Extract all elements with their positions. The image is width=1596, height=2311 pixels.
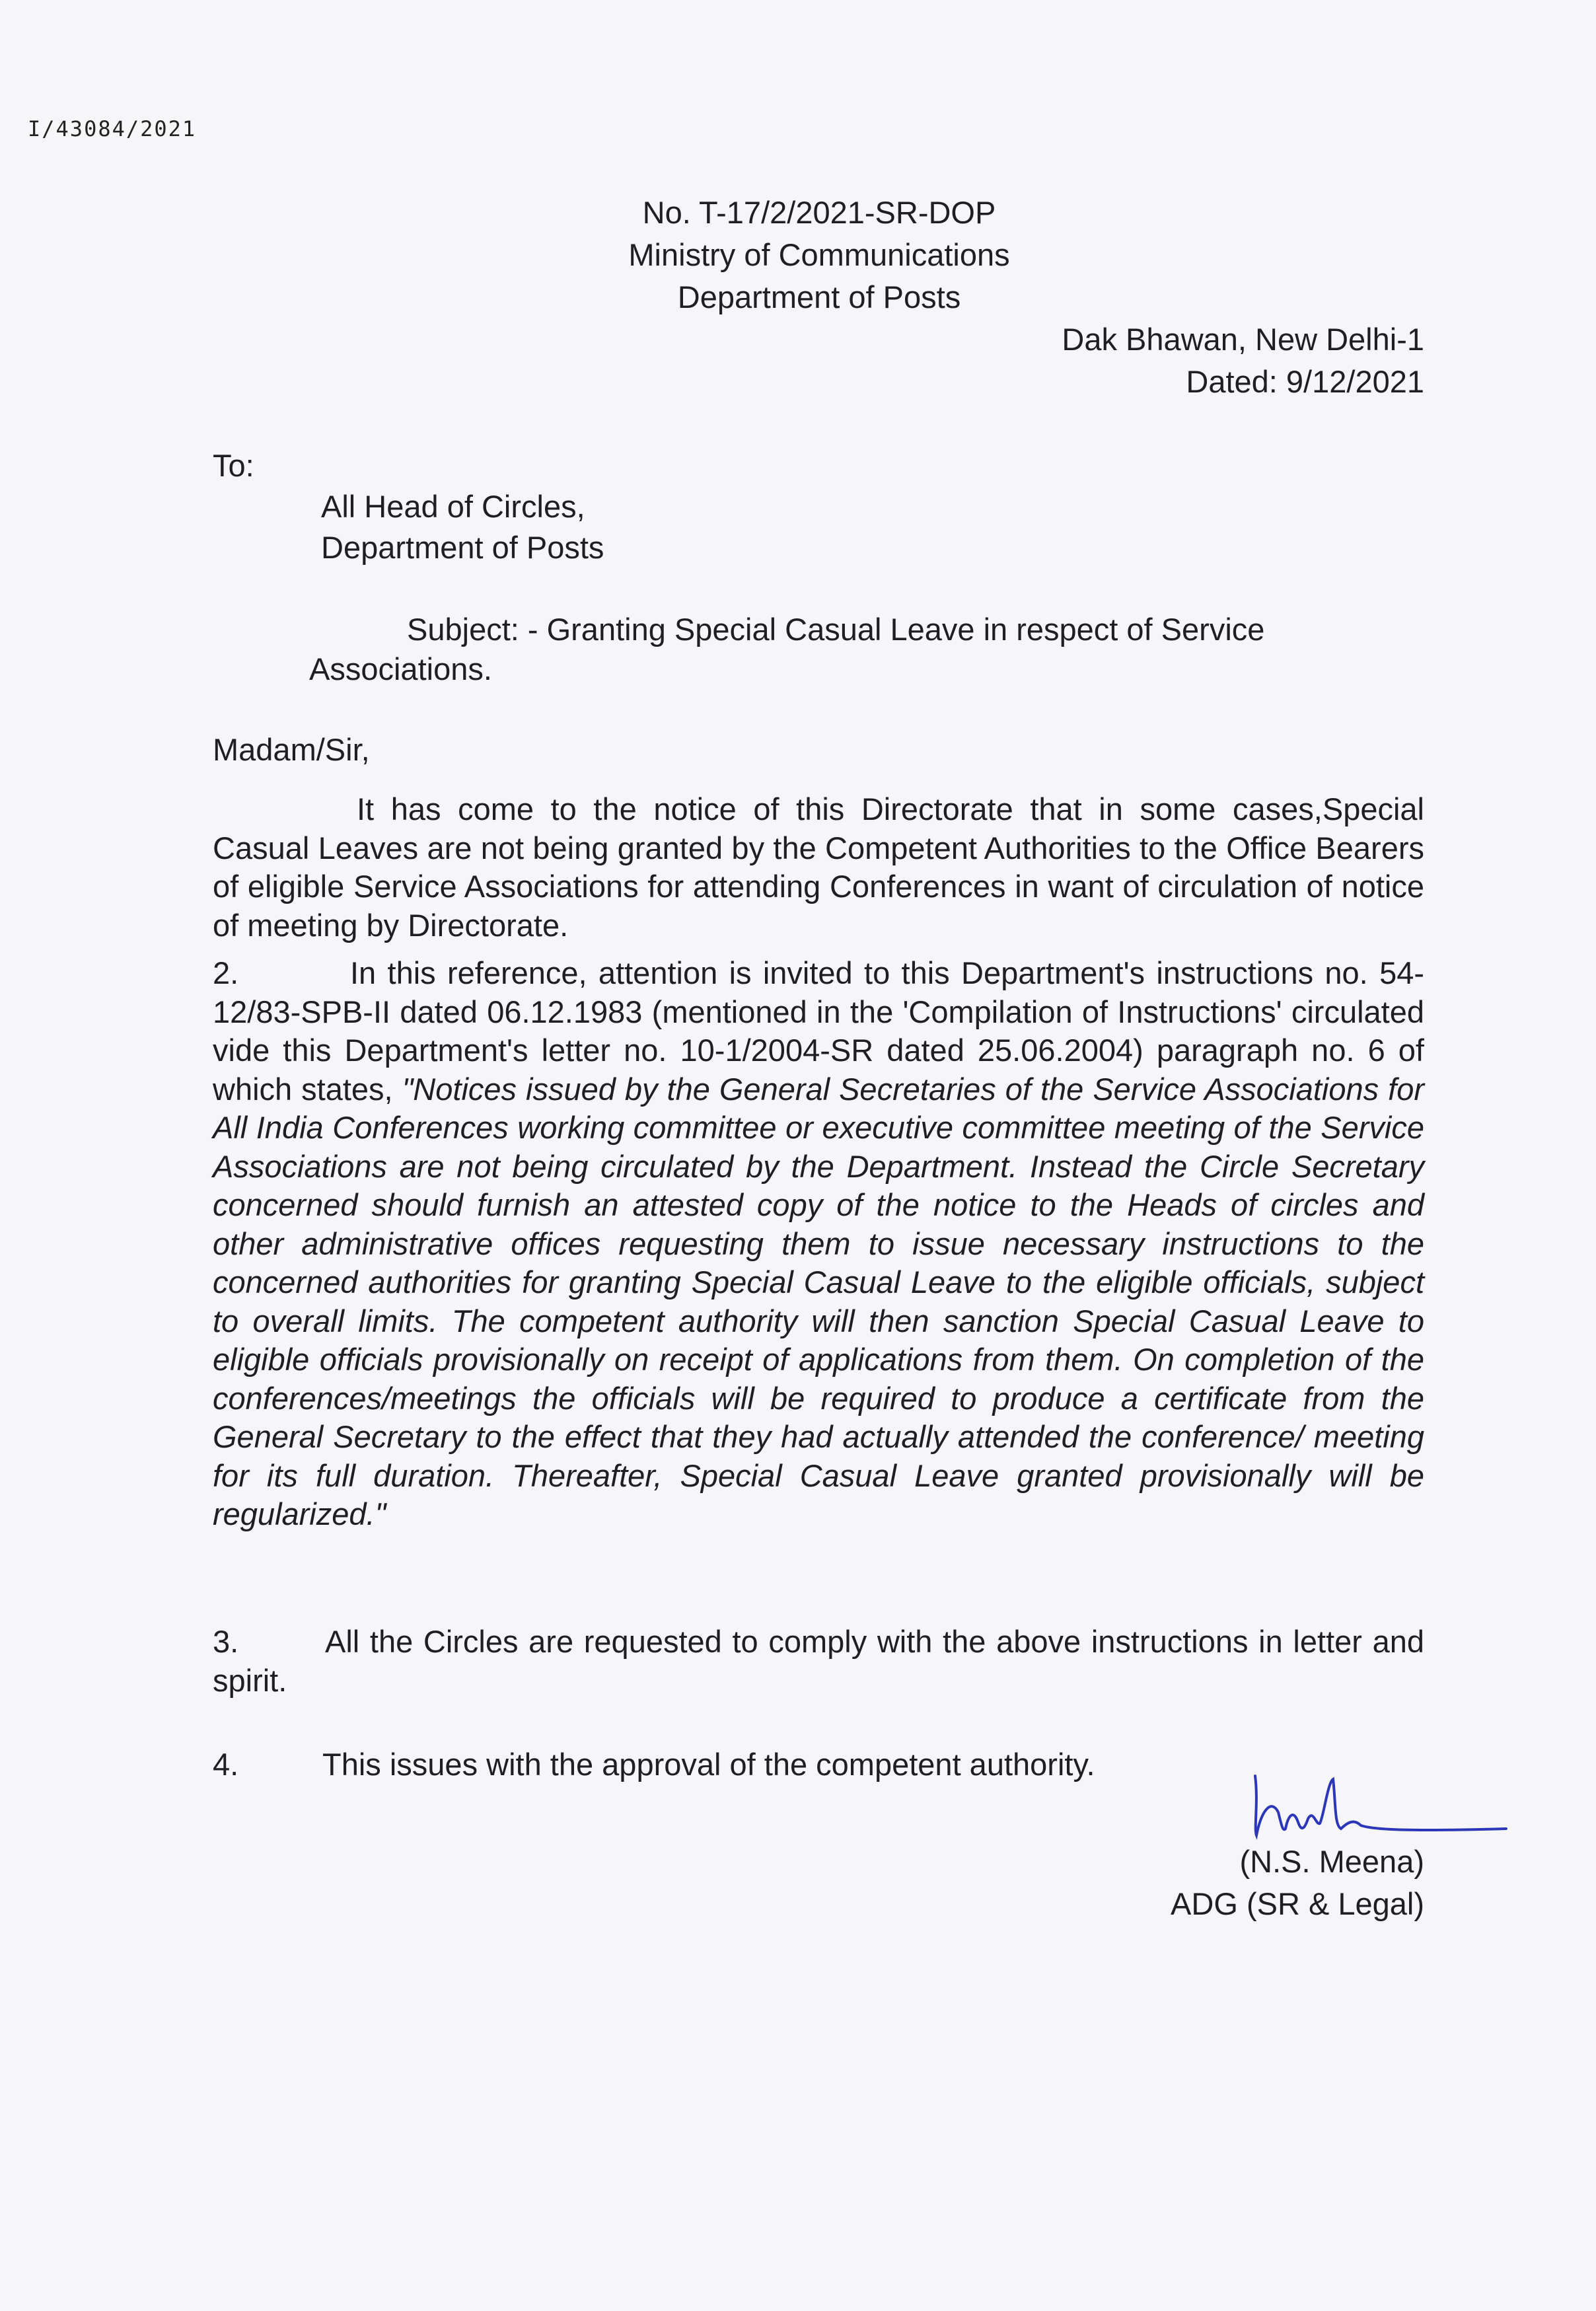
signatory-name: (N.S. Meena) — [1239, 1844, 1424, 1879]
place: Dak Bhawan, New Delhi-1 — [1062, 322, 1424, 357]
paragraph-1 — [213, 790, 1424, 945]
addressee-line-2: Department of Posts — [321, 530, 604, 565]
paragraph-4-text: This issues with the approval of the competent authority. — [322, 1747, 1095, 1782]
department-name: Department of Posts — [677, 279, 961, 314]
file-number: No. T-17/2/2021-SR-DOP — [642, 195, 996, 230]
paragraph-2-number: 2. — [213, 955, 239, 990]
paragraph-2-text: In this reference, attention is invited to this Department's instructions no. 54-12/83-SPB-II dated 06.12.1983 (mentioned in the 'Compilation of Instructions' circulated vide this Department's letter no. 10-1/2004-SR dated 25.06.2004) paragraph no. 6 of which states, — [213, 955, 1424, 1107]
signatory-designation: ADG (SR & Legal) — [1171, 1886, 1424, 1921]
paragraph-3-text: All the Circles are requested to comply with the above instructions in letter and spirit. — [213, 1624, 1424, 1698]
subject-line-2: Associations. — [309, 651, 492, 686]
to-label: To: — [213, 448, 254, 483]
paragraph-4-number: 4. — [213, 1747, 239, 1782]
ministry-name: Ministry of Communications — [628, 237, 1010, 272]
paragraph-4 — [213, 1745, 1095, 1784]
paragraph-3 — [213, 1623, 1424, 1700]
diary-number: I/43084/2021 — [28, 116, 197, 141]
addressee-line-1: All Head of Circles, — [321, 489, 585, 524]
paragraph-1-text: It has come to the notice of this Directorate that in some cases,Special Casual Leaves are not being granted by the Competent Authorities to the Office Bearers of eligible Service Associations for attending Conferences in want of circulation of notice of meeting by Directorate. — [213, 791, 1424, 943]
paragraph-3-number: 3. — [213, 1624, 239, 1659]
subject-line-1: Subject: - Granting Special Casual Leave in respect of Service — [407, 612, 1265, 647]
date: Dated: 9/12/2021 — [1186, 364, 1424, 399]
paragraph-2-quote: "Notices issued by the General Secretaries of the Service Associations for All India Conferences working committee or executive committee meeting of the Service Associations are not being circulated by the Department. Instead the Circle Secretary concerned should furnish an attested copy of the notice to the Heads of circles and other administrative offices requesting them to issue necessary instructions to the concerned authorities for granting Special Casual Leave to the eligible officials, subject to overall limits. The competent authority will then sanction Special Casual Leave to eligible officials provisionally on receipt of applications from them. On completion of the conferences/meetings the officials will be required to produce a certificate from the General Secretary to the effect that they had actually attended the conference/ meeting for its full duration. Thereafter, Special Casual Leave granted provisionally will be regularized." — [213, 1071, 1424, 1531]
salutation: Madam/Sir, — [213, 732, 370, 767]
paragraph-2 — [213, 954, 1424, 1534]
